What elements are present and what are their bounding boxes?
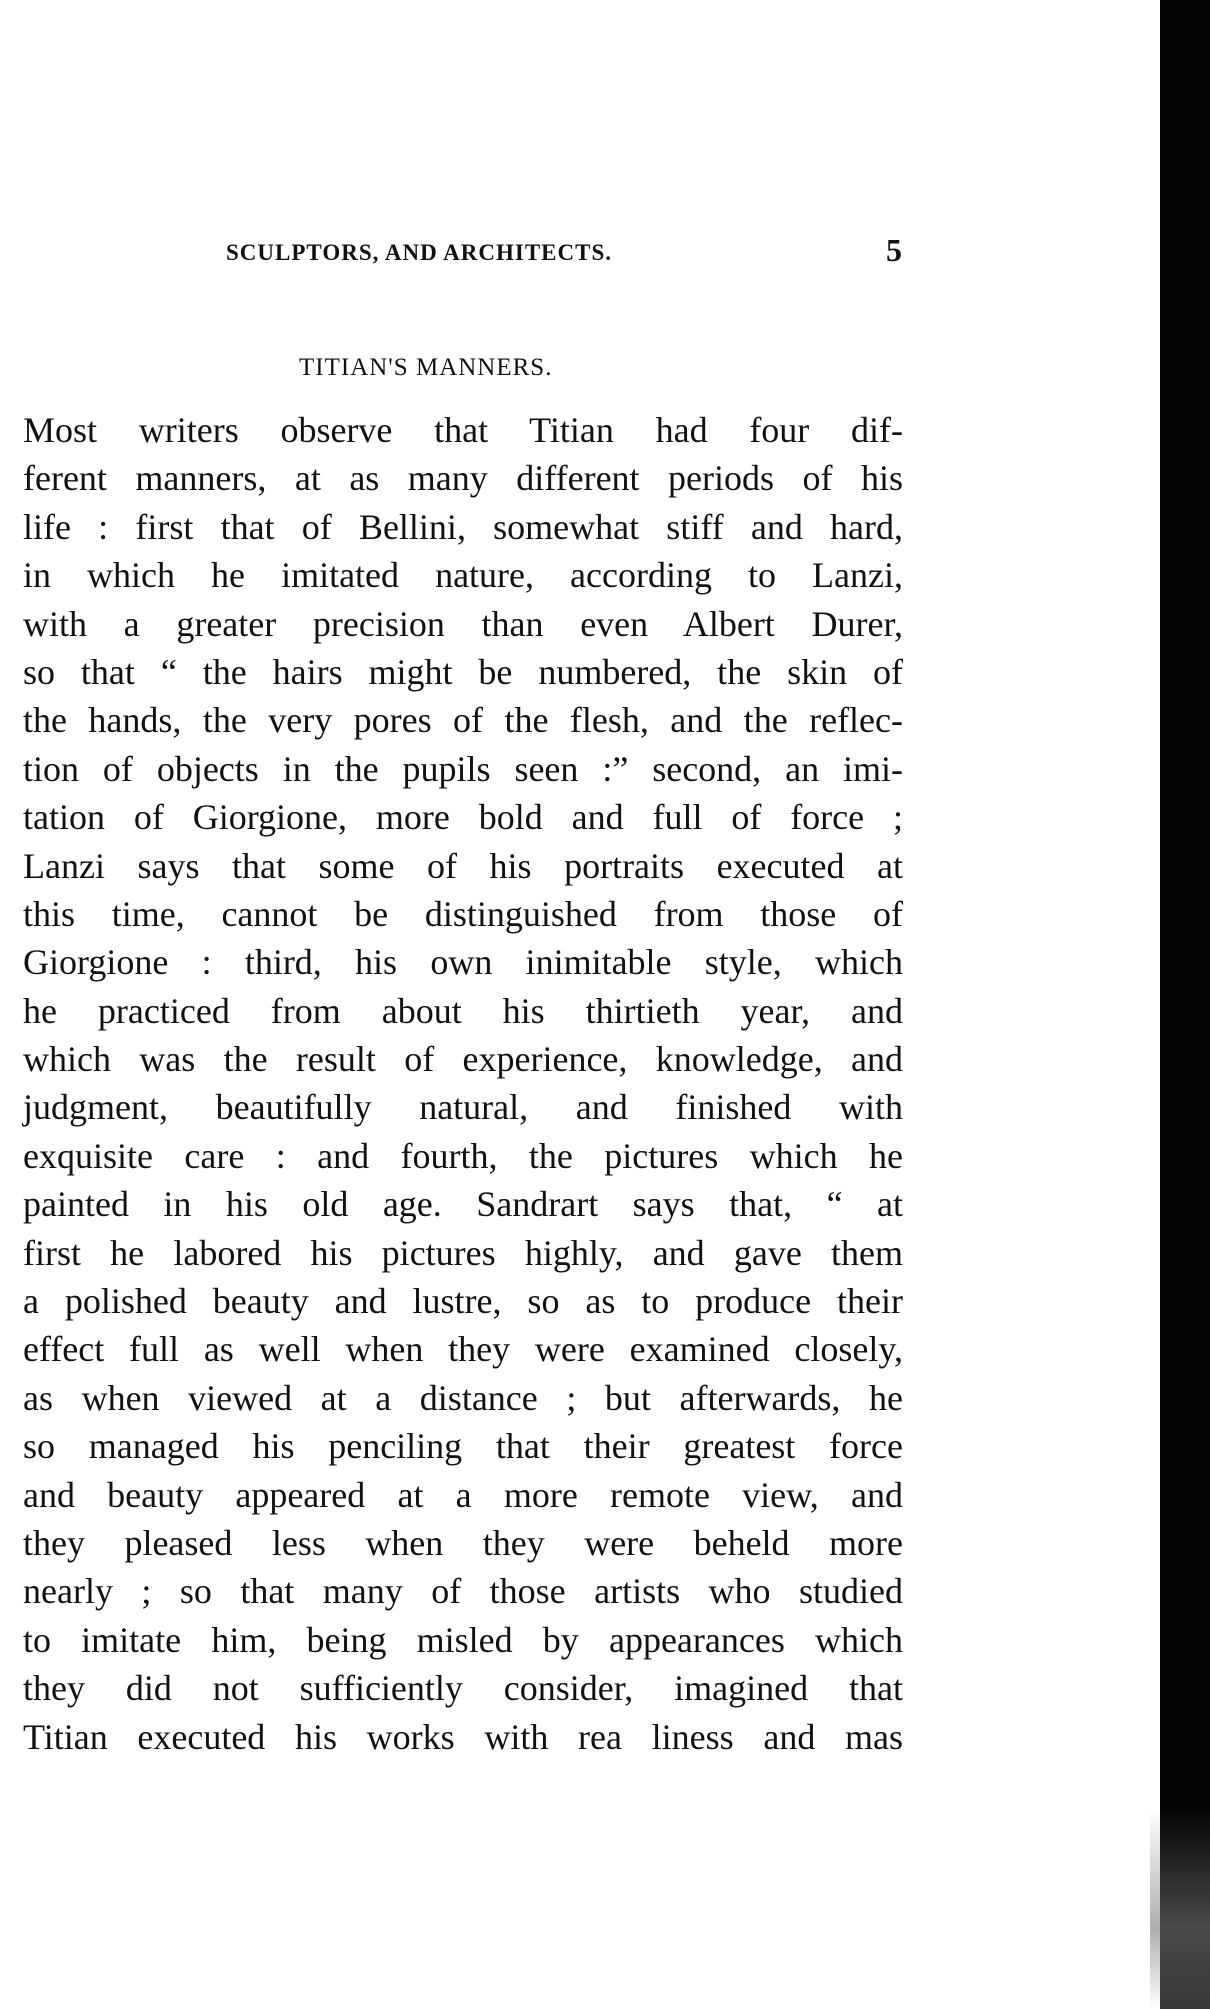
section-heading: TITIAN'S MANNERS.	[299, 354, 553, 381]
text-line: exquisite care : and fourth, the pictures which he	[23, 1135, 903, 1176]
text-line: which was the result of experience, knowledge, and	[23, 1039, 903, 1080]
page-number: 5	[886, 232, 902, 268]
text-line: first he labored his pictures highly, and gave them	[23, 1232, 903, 1273]
text-line: they pleased less when they were beheld more	[23, 1522, 903, 1563]
text-line: Giorgione : third, his own inimitable style, which	[23, 942, 903, 983]
text-line: painted in his old age. Sandrart says that, “ at	[23, 1184, 903, 1225]
text-line: a polished beauty and lustre, so as to produce their	[23, 1281, 903, 1322]
body-text	[23, 406, 903, 1761]
scan-edge-fade	[1150, 1809, 1210, 2009]
text-line: so that “ the hairs might be numbered, the skin of	[23, 651, 903, 692]
text-line: tion of objects in the pupils seen :” second, an imi-	[23, 748, 903, 789]
text-line: effect full as well when they were examined closely,	[23, 1329, 903, 1370]
text-line: nearly ; so that many of those artists who studied	[23, 1571, 903, 1612]
text-line: with a greater precision than even Albert Durer,	[23, 603, 903, 644]
text-line: and beauty appeared at a more remote view, and	[23, 1474, 903, 1515]
running-title: SCULPTORS, AND ARCHITECTS.	[226, 240, 613, 265]
text-line: ferent manners, at as many different periods of his	[23, 458, 903, 499]
text-line: Titian executed his works with rea liness and mas	[23, 1716, 903, 1757]
text-line: this time, cannot be distinguished from those of	[23, 893, 903, 934]
text-line: he practiced from about his thirtieth year, and	[23, 990, 903, 1031]
text-line: life : first that of Bellini, somewhat stiff and hard,	[23, 506, 903, 547]
text-line: Most writers observe that Titian had four dif-	[23, 410, 903, 450]
text-line: in which he imitated nature, according to Lanzi,	[23, 555, 903, 596]
text-line: to imitate him, being misled by appearances which	[23, 1619, 903, 1660]
running-header	[226, 232, 912, 272]
text-line: they did not sufficiently consider, imagined that	[23, 1668, 903, 1709]
text-line: so managed his penciling that their greatest force	[23, 1426, 903, 1467]
text-line: tation of Giorgione, more bold and full of force ;	[23, 797, 903, 838]
text-line: the hands, the very pores of the flesh, and the reflec-	[23, 700, 903, 741]
text-line: Lanzi says that some of his portraits executed at	[23, 845, 903, 886]
text-line: as when viewed at a distance ; but afterwards, he	[23, 1377, 903, 1418]
text-line: judgment, beautifully natural, and finished with	[23, 1087, 903, 1128]
scan-edge	[1160, 0, 1210, 2009]
